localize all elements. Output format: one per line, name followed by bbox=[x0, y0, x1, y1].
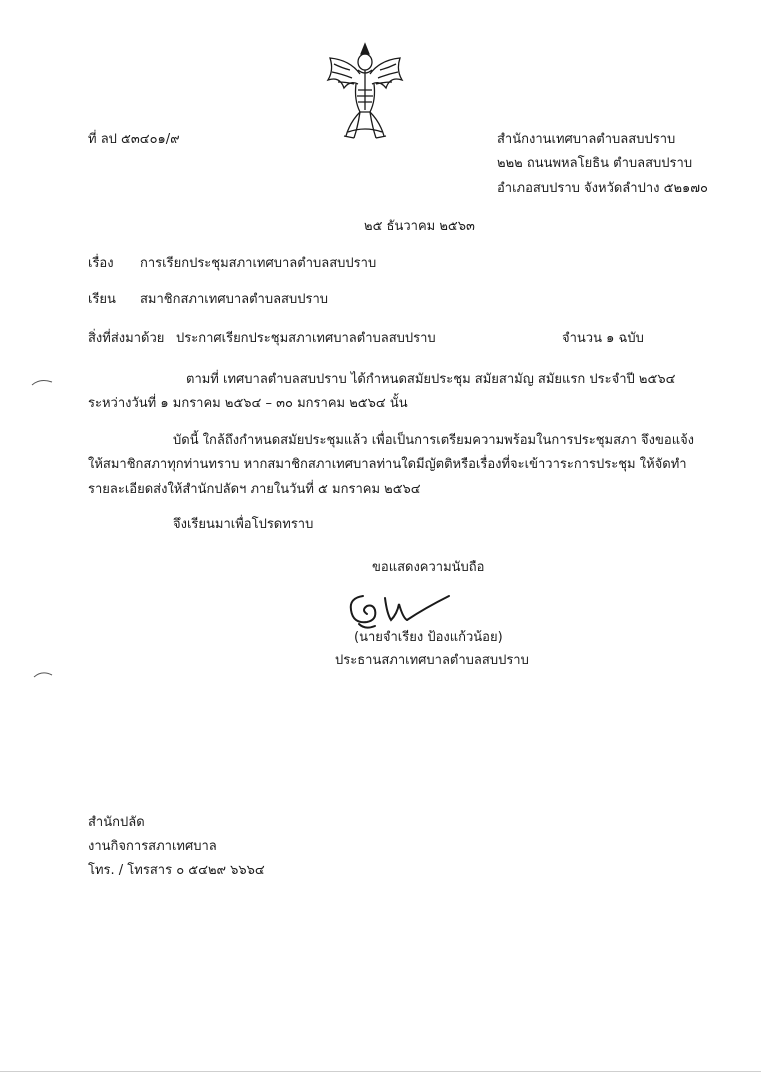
footer-section: งานกิจการสภาเทศบาล bbox=[88, 839, 217, 854]
recipient-text: สมาชิกสภาเทศบาลตำบลสบปราบ bbox=[140, 292, 329, 307]
enclosure-text: ประกาศเรียกประชุมสภาเทศบาลตำบลสบปราบ bbox=[176, 331, 436, 346]
subject-label: เรื่อง bbox=[88, 256, 114, 271]
signer-title: ประธานสภาเทศบาลตำบลสบปราบ bbox=[335, 653, 529, 668]
garuda-emblem-icon bbox=[320, 40, 410, 142]
paragraph-1-line-2: ระหว่างวันที่ ๑ มกราคม ๒๕๖๔ – ๓๐ มกราคม ๒๕๖๔ นั้น bbox=[88, 396, 408, 411]
sender-address-line-1: สำนักงานเทศบาลตำบลสบปราบ bbox=[497, 132, 676, 147]
paragraph-1-line-1: ตามที่ เทศบาลตำบลสบปราบ ได้กำหนดสมัยประชุม สมัยสามัญ สมัยแรก ประจำปี ๒๕๖๔ bbox=[186, 372, 676, 387]
scan-mark bbox=[30, 376, 54, 388]
paragraph-2-line-1: บัดนี้ ใกล้ถึงกำหนดสมัยประชุมแล้ว เพื่อเป็นการเตรียมความพร้อมในการประชุมสภา จึงขอแจ้ง bbox=[173, 433, 695, 448]
paragraph-2-line-3: รายละเอียดส่งให้สำนักปลัดฯ ภายในวันที่ ๕ มกราคม ๒๕๖๔ bbox=[88, 482, 421, 497]
page-bottom-edge bbox=[0, 1071, 761, 1072]
scan-mark bbox=[32, 668, 54, 680]
footer-department: สำนักปลัด bbox=[88, 815, 145, 830]
paragraph-2-line-2: ให้สมาชิกสภาทุกท่านทราบ หากสมาชิกสภาเทศบาลท่านใดมีญัตติหรือเรื่องที่จะเข้าวาระการประชุม ให้จัดทำ bbox=[88, 457, 687, 472]
recipient-label: เรียน bbox=[88, 292, 116, 307]
salutation: ขอแสดงความนับถือ bbox=[372, 560, 485, 575]
handwritten-signature bbox=[345, 584, 455, 634]
enclosure-quantity: จำนวน ๑ ฉบับ bbox=[562, 331, 644, 346]
subject-text: การเรียกประชุมสภาเทศบาลตำบลสบปราบ bbox=[140, 256, 377, 271]
closing-request: จึงเรียนมาเพื่อโปรดทราบ bbox=[173, 517, 314, 532]
enclosure-label: สิ่งที่ส่งมาด้วย bbox=[88, 331, 165, 346]
signer-name: (นายจำเรียง ป้องแก้วน้อย) bbox=[354, 630, 503, 645]
sender-address-line-2: ๒๒๒ ถนนพหลโยธิน ตำบลสบปราบ bbox=[497, 156, 693, 171]
document-number: ที่ ลป ๕๓๔๐๑/๙ bbox=[88, 132, 180, 147]
sender-address-line-3: อำเภอสบปราบ จังหวัดลำปาง ๕๒๑๗๐ bbox=[497, 181, 708, 196]
footer-phone-fax: โทร. / โทรสาร ๐ ๕๔๒๙ ๖๖๖๔ bbox=[88, 863, 265, 878]
letter-date: ๒๕ ธันวาคม ๒๕๖๓ bbox=[364, 219, 475, 234]
